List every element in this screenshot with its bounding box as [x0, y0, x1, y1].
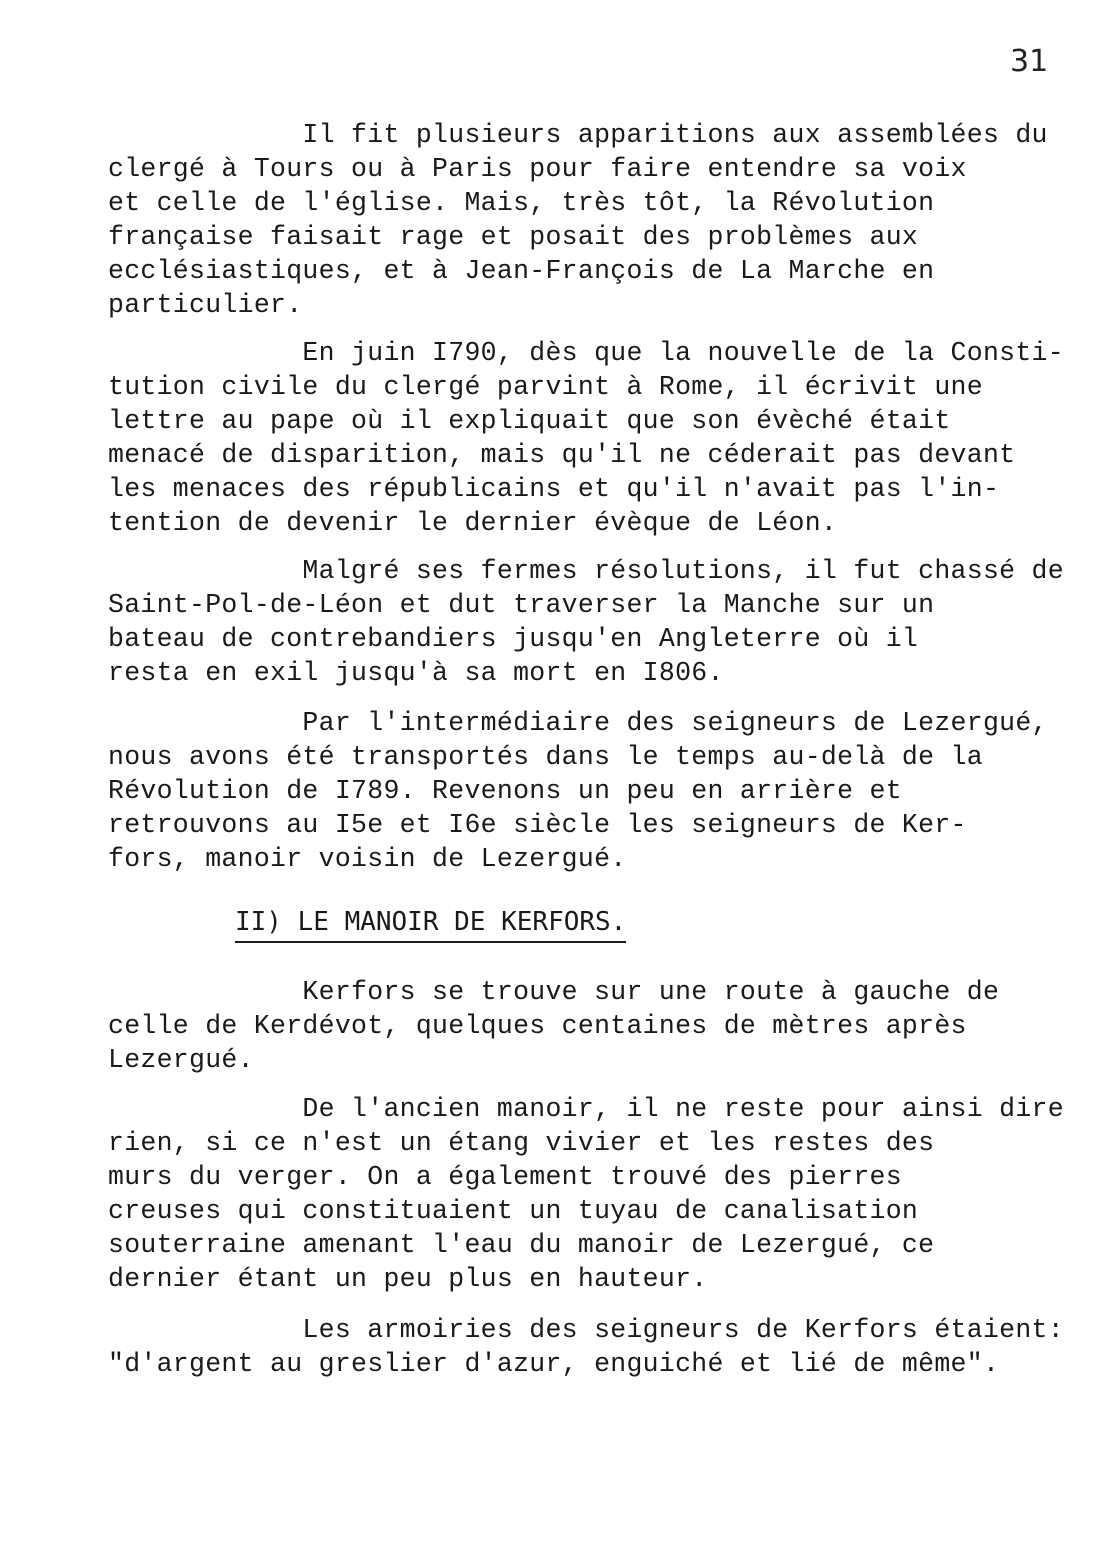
text-line: Les armoiries des seigneurs de Kerfors étaient:	[108, 1315, 1064, 1345]
text-line: Kerfors se trouve sur une route à gauche de	[108, 977, 1000, 1007]
text-line: De l'ancien manoir, il ne reste pour ainsi dire	[108, 1094, 1064, 1124]
text-line: et celle de l'église. Mais, très tôt, la Révolution	[108, 188, 935, 218]
text-line: Lezergué.	[108, 1045, 254, 1075]
text-line: resta en exil jusqu'à sa mort en I806.	[108, 658, 724, 688]
text-line: Par l'intermédiaire des seigneurs de Lezergué,	[108, 708, 1048, 738]
text-line: creuses qui constituaient un tuyau de canalisation	[108, 1196, 919, 1226]
text-line: "d'argent au greslier d'azur, enguiché et lié de même".	[108, 1349, 1000, 1379]
text-line: En juin I790, dès que la nouvelle de la Consti-	[108, 338, 1064, 368]
text-line: nous avons été transportés dans le temps au-delà de la	[108, 742, 983, 772]
text-line: menacé de disparition, mais qu'il ne céderait pas devant	[108, 440, 1016, 470]
text-line: fors, manoir voisin de Lezergué.	[108, 844, 627, 874]
text-line: les menaces des républicains et qu'il n'avait pas l'in-	[108, 474, 1000, 504]
text-line: retrouvons au I5e et I6e siècle les seigneurs de Ker-	[108, 810, 967, 840]
text-line: souterraine amenant l'eau du manoir de Lezergué, ce	[108, 1230, 935, 1260]
text-line: française faisait rage et posait des problèmes aux	[108, 222, 919, 252]
text-line: tution civile du clergé parvint à Rome, il écrivit une	[108, 372, 983, 402]
text-line: ecclésiastiques, et à Jean-François de La Marche en	[108, 256, 935, 286]
text-line: Révolution de I789. Revenons un peu en arrière et	[108, 776, 902, 806]
text-line: Saint-Pol-de-Léon et dut traverser la Manche sur un	[108, 590, 935, 620]
text-line: dernier étant un peu plus en hauteur.	[108, 1264, 708, 1294]
text-line: lettre au pape où il expliquait que son évèché était	[108, 406, 951, 436]
text-line: celle de Kerdévot, quelques centaines de mètres après	[108, 1011, 967, 1041]
text-line: Il fit plusieurs apparitions aux assemblées du	[108, 120, 1048, 150]
text-line: Malgré ses fermes résolutions, il fut chassé de	[108, 556, 1064, 586]
section-heading: II) LE MANOIR DE KERFORS.	[235, 905, 626, 943]
text-line: tention de devenir le dernier évèque de Léon.	[108, 508, 838, 538]
text-line: bateau de contrebandiers jusqu'en Angleterre où il	[108, 624, 919, 654]
text-line: particulier.	[108, 290, 303, 320]
text-line: murs du verger. On a également trouvé des pierres	[108, 1162, 902, 1192]
text-line: clergé à Tours ou à Paris pour faire entendre sa voix	[108, 154, 967, 184]
text-line: rien, si ce n'est un étang vivier et les restes des	[108, 1128, 935, 1158]
page-number: 31	[1010, 44, 1049, 79]
